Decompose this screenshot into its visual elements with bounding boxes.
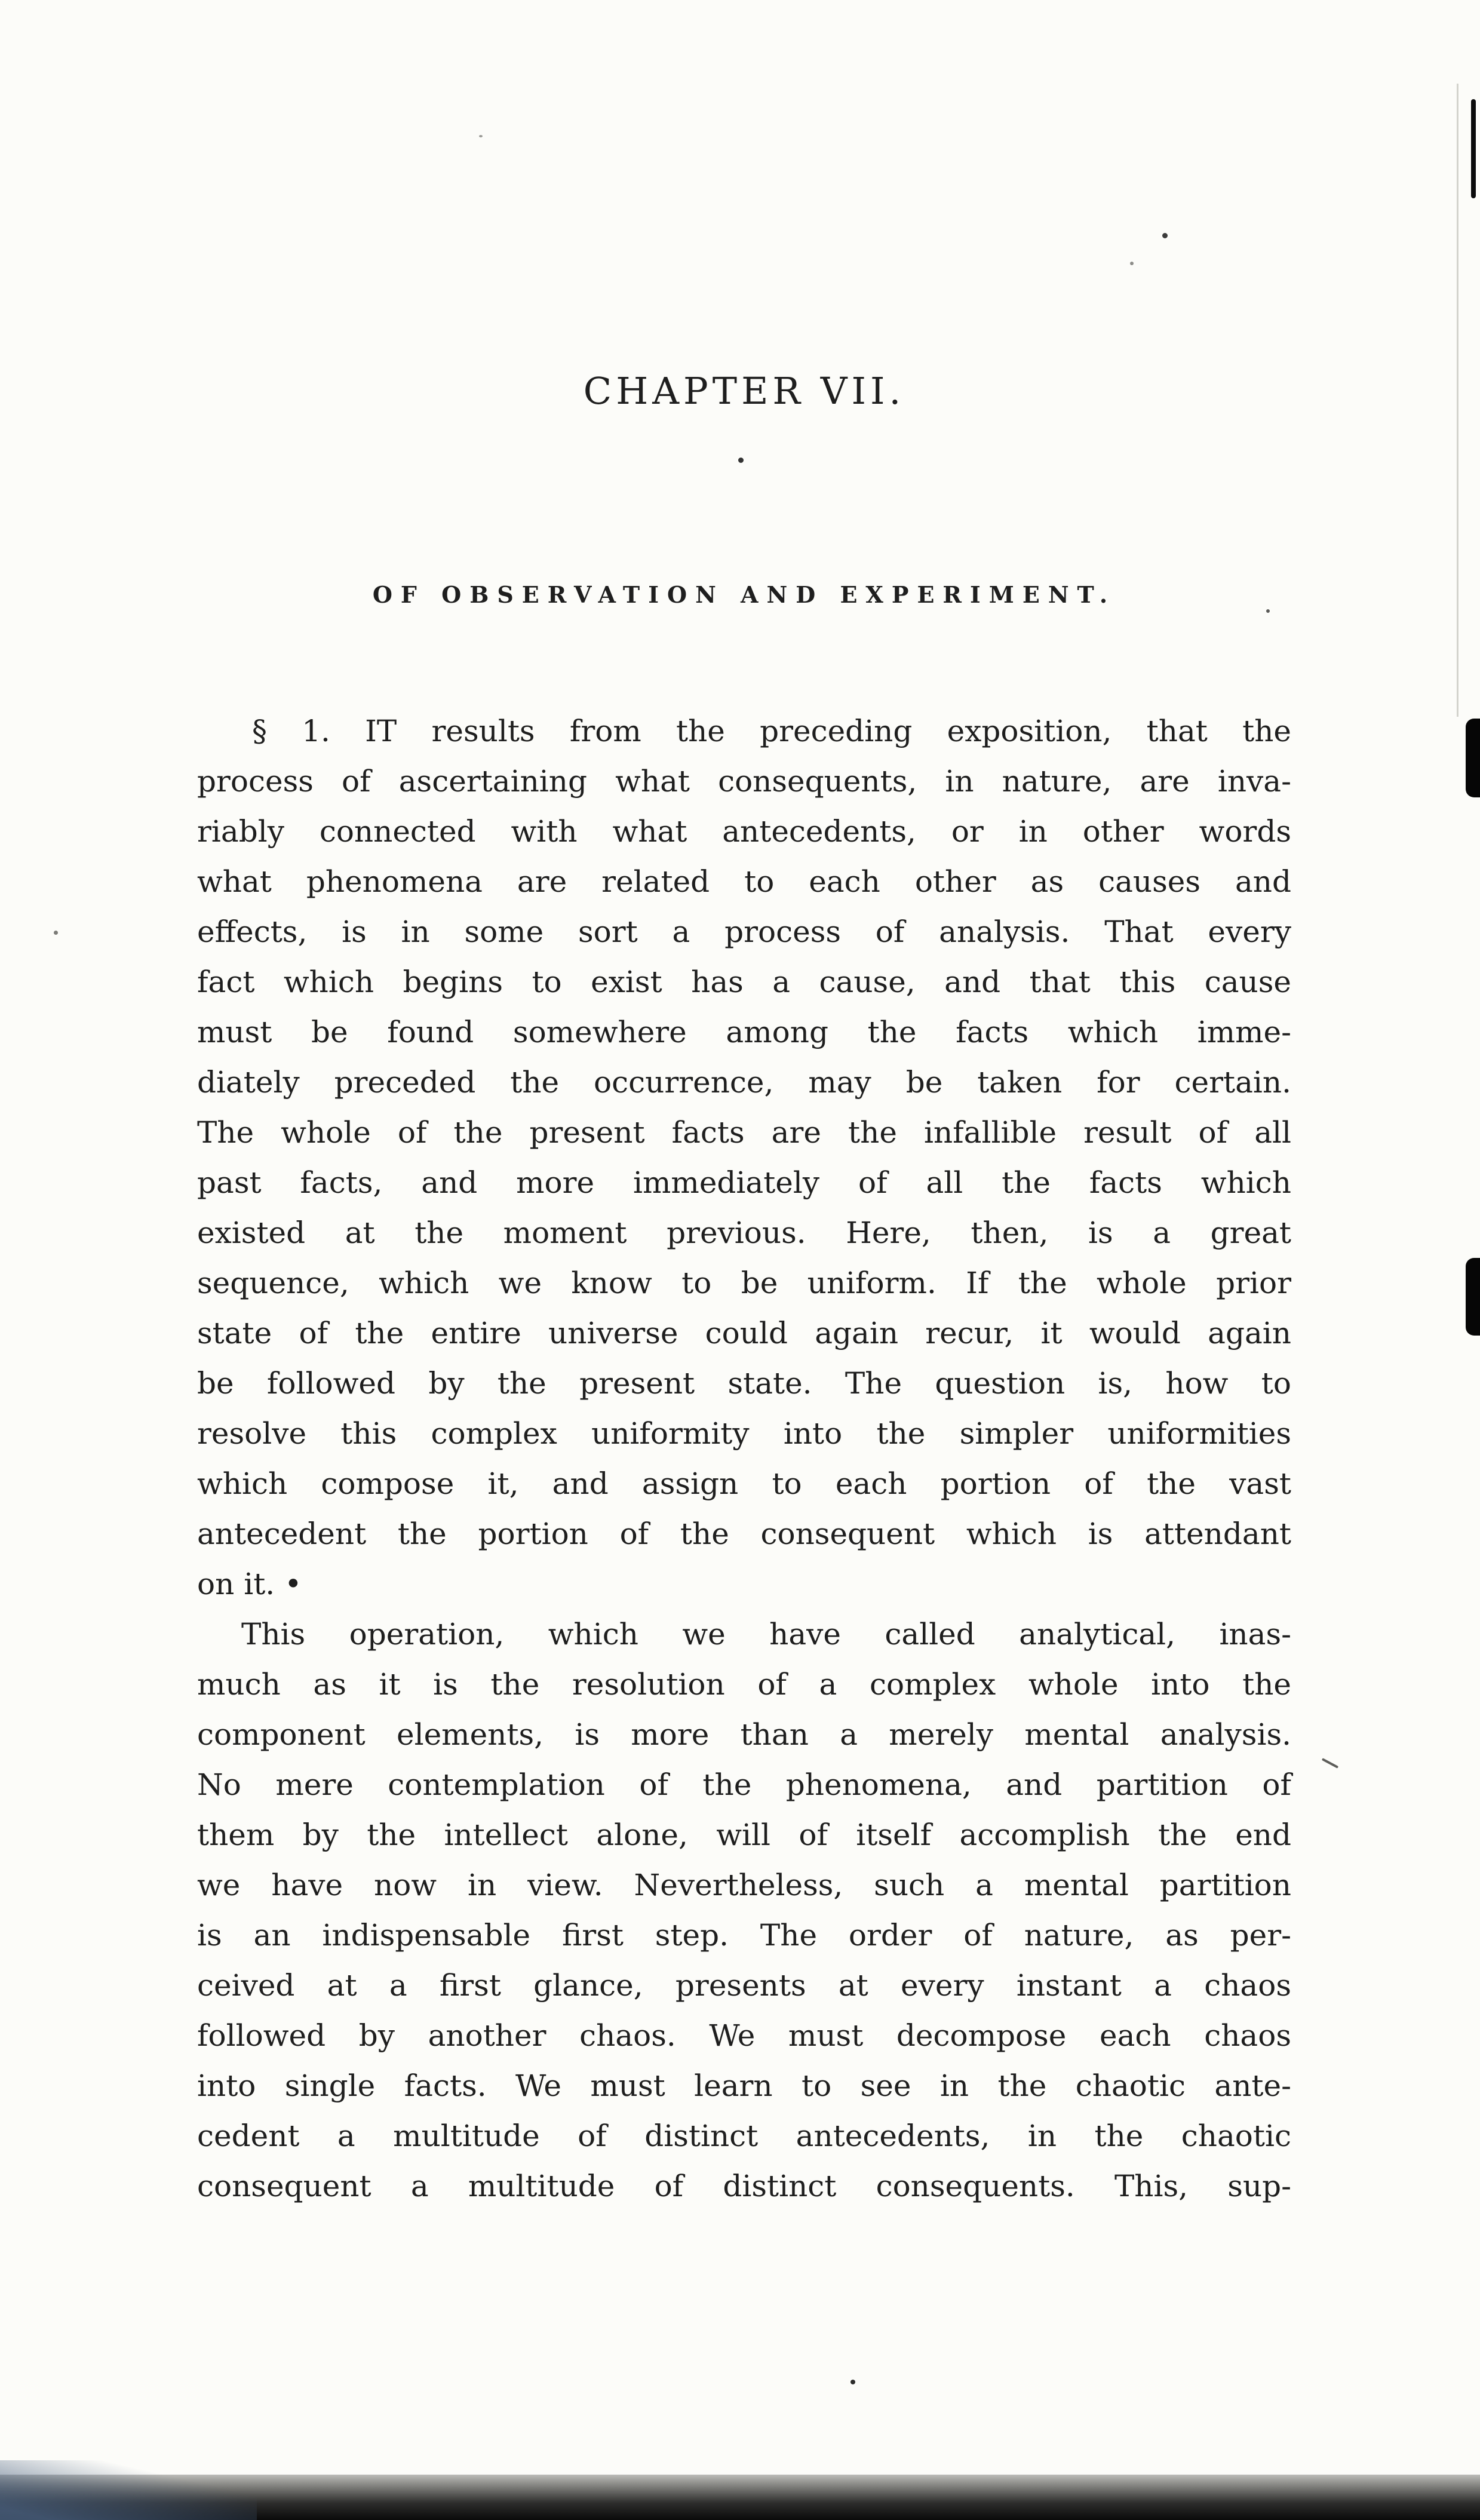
text-line: past facts, and more immediately of all the facts which	[197, 1165, 1291, 1200]
bottom-scan-band-blue-corner	[0, 2460, 257, 2520]
text-line: diately preceded the occurrence, may be taken for certain.	[197, 1065, 1291, 1100]
text-line: be followed by the present state. The question is, how to	[197, 1366, 1291, 1401]
text-line: we have now in view. Nevertheless, such a mental partition	[197, 1868, 1291, 1902]
scan-speck	[54, 931, 58, 935]
scan-edge-mark-lower	[1466, 1258, 1480, 1336]
text-line: riably connected with what antecedents, or in other words	[197, 814, 1291, 849]
scan-speck	[479, 135, 483, 137]
scan-speck	[1130, 262, 1134, 265]
text-line: ceived at a first glance, presents at every instant a chaos	[197, 1968, 1291, 2003]
scan-speck	[850, 2380, 855, 2384]
text-line: resolve this complex uniformity into the simpler uniformities	[197, 1416, 1291, 1451]
text-line: into single facts. We must learn to see in the chaotic ante-	[197, 2068, 1291, 2103]
text-line: No mere contemplation of the phenomena, and partition of	[197, 1767, 1291, 1802]
paragraph	[197, 706, 1291, 1609]
text-line: much as it is the resolution of a complex whole into the	[197, 1667, 1291, 1702]
text-line: on it. •	[197, 1567, 302, 1601]
text-line: effects, is in some sort a process of analysis. That every	[197, 914, 1291, 949]
text-line: followed by another chaos. We must decompose each chaos	[197, 2018, 1291, 2053]
scan-edge-mark-upper	[1466, 719, 1480, 797]
text-line: This operation, which we have called analytical, inas-	[241, 1617, 1291, 1652]
text-block	[197, 0, 1291, 2211]
text-line: must be found somewhere among the facts which imme-	[197, 1015, 1291, 1049]
margin-pen-mark	[1322, 1758, 1338, 1769]
text-line: them by the intellect alone, will of itself accomplish the end	[197, 1818, 1291, 1852]
scan-speck	[738, 458, 744, 463]
text-line: § 1. IT results from the preceding exposition, that the	[252, 714, 1291, 748]
paragraph	[197, 1609, 1291, 2211]
text-line: is an indispensable first step. The order of nature, as per-	[197, 1918, 1291, 1953]
scan-speck	[1162, 233, 1168, 238]
text-line: fact which begins to exist has a cause, and that this cause	[197, 965, 1291, 999]
text-line: sequence, which we know to be uniform. If the whole prior	[197, 1266, 1291, 1300]
scan-speck	[1266, 609, 1270, 613]
page-edge-line	[1457, 84, 1458, 717]
chapter-title: CHAPTER VII.	[583, 369, 905, 413]
text-line: component elements, is more than a merely mental analysis.	[197, 1717, 1291, 1752]
text-line: The whole of the present facts are the infallible result of all	[197, 1115, 1291, 1150]
scan-edge-mark-thin	[1471, 99, 1476, 198]
body-text	[197, 706, 1291, 2211]
text-line: consequent a multitude of distinct consequents. This, sup-	[197, 2169, 1291, 2203]
text-line: which compose it, and assign to each portion of the vast	[197, 1466, 1291, 1501]
text-line: state of the entire universe could again recur, it would again	[197, 1316, 1291, 1350]
text-line: cedent a multitude of distinct antecedents, in the chaotic	[197, 2119, 1291, 2153]
text-line: what phenomena are related to each other as causes and	[197, 864, 1291, 899]
text-line: antecedent the portion of the consequent which is attendant	[197, 1517, 1291, 1551]
text-line: process of ascertaining what consequents, in nature, are inva-	[197, 764, 1291, 799]
text-line: existed at the moment previous. Here, then, is a great	[197, 1216, 1291, 1250]
section-heading: OF OBSERVATION AND EXPERIMENT.	[372, 581, 1116, 608]
